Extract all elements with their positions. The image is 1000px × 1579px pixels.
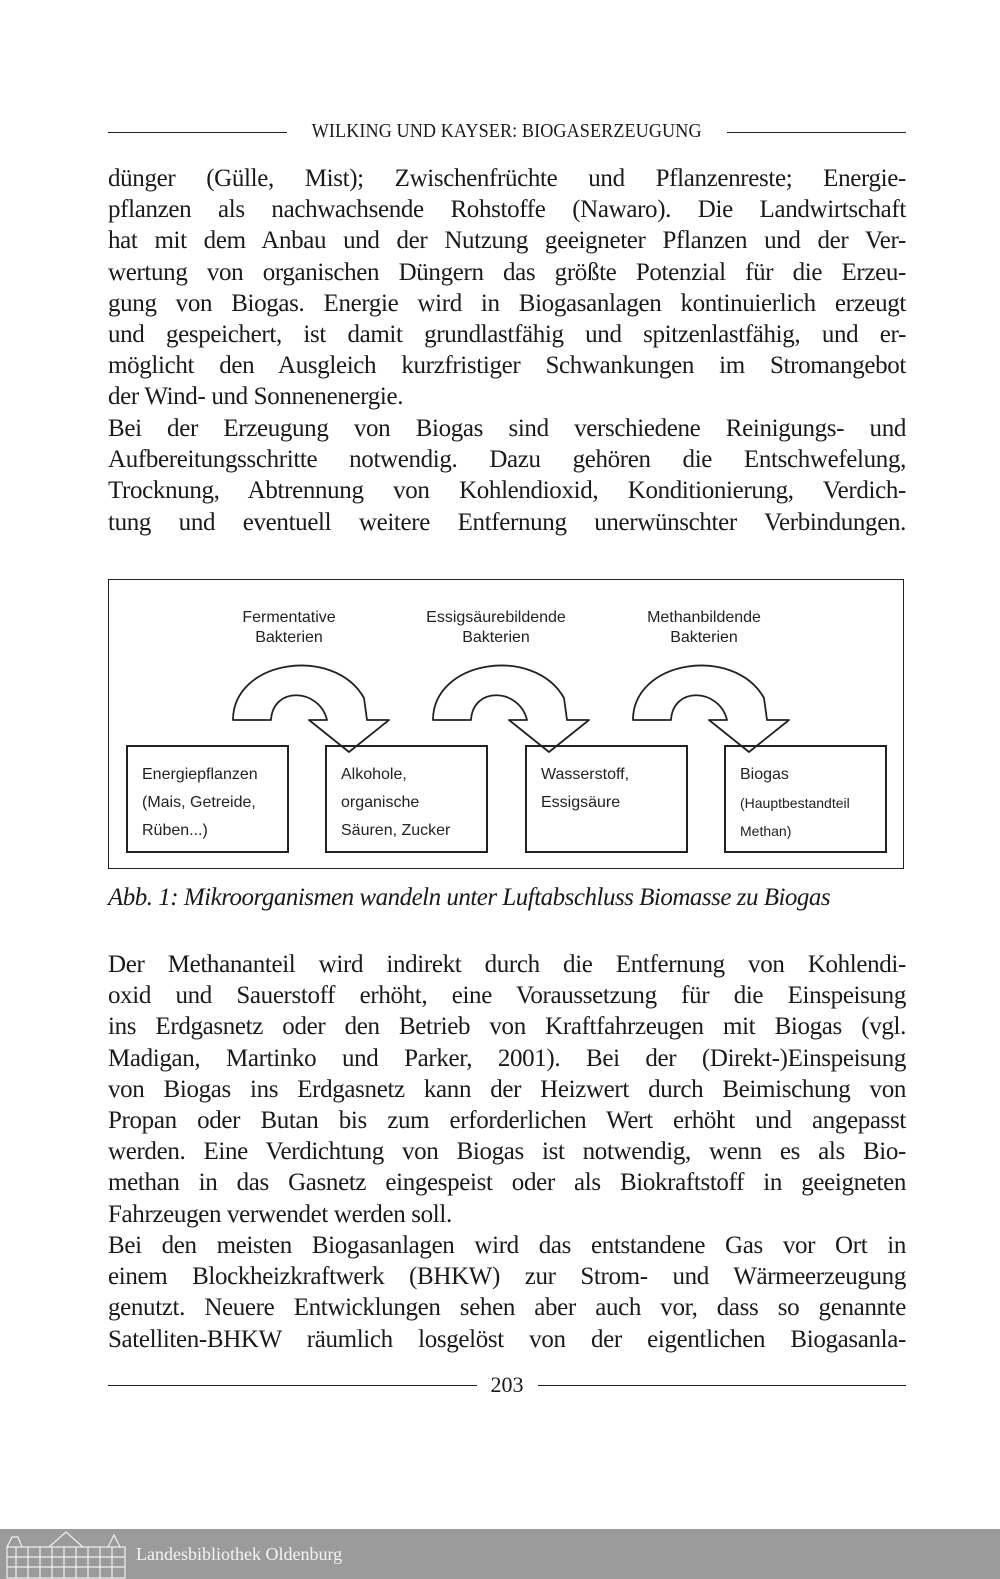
paragraph-1	[108, 163, 906, 413]
stage-box-alkohole	[325, 745, 488, 853]
bacteria-label-line: Bakterien	[255, 629, 323, 646]
stage-text: Methan)	[740, 823, 792, 839]
text-line: Der Methananteil wird indirekt durch die Entfernung von Kohlendi-	[108, 951, 906, 978]
paragraph-3	[108, 949, 906, 1230]
text-line: und gespeichert, ist damit grundlastfähig und spitzenlastfähig, und er-	[108, 320, 906, 348]
text-line: möglicht den Ausgleich kurzfristiger Schwankungen im Stromangebot	[108, 352, 906, 380]
figure-biogas-process	[108, 579, 904, 869]
bacteria-label-line: Bakterien	[670, 629, 738, 646]
stage-text: (Hauptbestandteil	[740, 795, 850, 811]
text-line: einem Blockheizkraftwerk (BHKW) zur Strom- und Wärmeerzeugung	[108, 1263, 906, 1291]
header-rule-right	[727, 132, 906, 133]
stage-box-wasserstoff	[525, 745, 688, 853]
stage-box-energiepflanzen	[126, 745, 289, 853]
library-name: Landesbibliothek Oldenburg	[136, 1543, 343, 1564]
stage-text: (Mais, Getreide,	[142, 794, 256, 811]
stage-text: Säuren, Zucker	[341, 822, 451, 839]
text-line: wertung von organischen Düngern das größte Potenzial für die Erzeu-	[108, 258, 906, 286]
text-line: genutzt. Neuere Entwicklungen sehen aber auch vor, dass so genannte	[108, 1294, 906, 1322]
header-rule-left	[108, 132, 287, 133]
library-banner	[0, 1529, 1000, 1579]
bacteria-label-line: Bakterien	[462, 629, 530, 646]
bacteria-label	[189, 608, 389, 648]
stage-box-biogas	[724, 745, 887, 853]
text-line: Trocknung, Abtrennung von Kohlendioxid, Konditionierung, Verdich-	[108, 477, 906, 505]
curved-arrow-icon	[633, 666, 789, 752]
text-line: hat mit dem Anbau und der Nutzung geeigneter Pflanzen und der Ver-	[108, 227, 906, 255]
text-line: Madigan, Martinko und Parker, 2001). Bei der (Direkt-)Einspeisung	[108, 1044, 906, 1072]
text-line: gung von Biogas. Energie wird in Biogasanlagen kontinuierlich erzeugt	[108, 289, 906, 317]
page-footer	[108, 1370, 906, 1400]
bacteria-label-line: Essigsäurebildende	[426, 609, 566, 626]
stage-text: Wasserstoff,	[541, 766, 630, 783]
curved-arrow-icon	[233, 666, 389, 752]
bacteria-label	[604, 608, 804, 648]
library-building-icon	[4, 1529, 128, 1579]
curved-arrow-icon	[433, 666, 589, 752]
text-line: von Biogas ins Erdgasnetz kann der Heizwert durch Beimischung von	[108, 1075, 906, 1103]
text-line: Bei den meisten Biogasanlagen wird das entstandene Gas vor Ort in	[108, 1232, 906, 1259]
text-line: ins Erdgasnetz oder den Betrieb von Kraftfahrzeugen mit Biogas (vgl.	[108, 1013, 906, 1041]
text-line: pflanzen als nachwachsende Rohstoffe (Nawaro). Die Landwirtschaft	[108, 196, 906, 224]
text-line: dünger (Gülle, Mist); Zwischenfrüchte und Pflanzenreste; Energie-	[108, 165, 906, 192]
text-line: Satelliten-BHKW räumlich losgelöst von der eigentlichen Biogasanla-	[108, 1325, 906, 1353]
text-line: tung und eventuell weitere Entfernung unerwünschter Verbindungen.	[108, 508, 906, 536]
text-line: werden. Eine Verdichtung von Biogas ist notwendig, wenn es als Bio-	[108, 1138, 906, 1166]
page-number: 203	[490, 1372, 524, 1397]
text-line: Bei der Erzeugung von Biogas sind verschiedene Reinigungs- und	[108, 415, 906, 442]
paragraph-2	[108, 413, 906, 538]
figure-caption: Abb. 1: Mikroorganismen wandeln unter Luftabschluss Biomasse zu Biogas	[108, 884, 831, 911]
bacteria-label-line: Methanbildende	[647, 609, 761, 626]
stage-text: Rüben...)	[142, 822, 208, 839]
text-line: methan in das Gasnetz eingespeist oder als Biokraftstoff in geeigneten	[108, 1169, 906, 1197]
text-line: oxid und Sauerstoff erhöht, eine Voraussetzung für die Einspeisung	[108, 982, 906, 1010]
text-line: der Wind- und Sonnenenergie.	[108, 383, 404, 411]
text-line: Aufbereitungsschritte notwendig. Dazu gehören die Entschwefelung,	[108, 446, 906, 474]
running-head	[108, 118, 906, 146]
bacteria-label-line: Fermentative	[242, 609, 336, 626]
stage-text: Essigsäure	[541, 794, 621, 811]
running-head-title: WILKING UND KAYSER: BIOGASERZEUGUNG	[312, 121, 702, 142]
paragraph-4	[108, 1230, 906, 1355]
bacteria-label	[396, 608, 596, 648]
text-line: Fahrzeugen verwendet werden soll.	[108, 1200, 452, 1228]
text-line: Propan oder Butan bis zum erforderlichen Wert erhöht und angepasst	[108, 1106, 906, 1134]
footer-rule-left	[108, 1385, 477, 1386]
stage-text: Energiepflanzen	[142, 766, 258, 783]
stage-text: Biogas	[740, 766, 789, 783]
footer-rule-right	[538, 1385, 907, 1386]
stage-text: Alkohole,	[341, 766, 407, 783]
stage-text: organische	[341, 794, 420, 811]
